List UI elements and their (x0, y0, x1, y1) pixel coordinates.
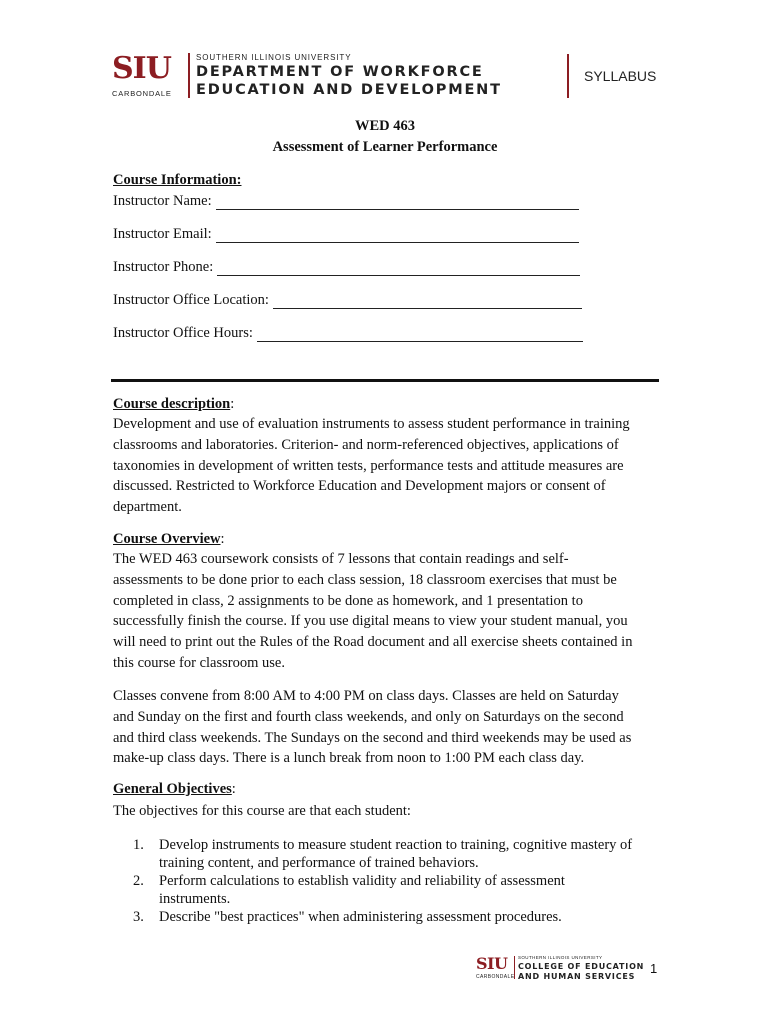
siu-wordmark: SIU (112, 51, 171, 86)
general-objectives-heading: General Objectives: (113, 781, 236, 797)
instructor-name-field (113, 193, 579, 210)
course-overview-heading: Course Overview: (113, 531, 225, 547)
siu-wordmark: SIU (476, 954, 508, 973)
field-label: Instructor Name: (113, 193, 212, 209)
fill-in-line (216, 196, 579, 210)
class-schedule-text: Classes convene from 8:00 AM to 4:00 PM on class days. Classes are held on Saturday and Sunday on the first and fourth class weekends, and only on Saturdays on the second and third class weekends. The Sundays on the second and third weekends may be used as make-up class days. There is a lunch break from noon to 1:00 PM each class day. (113, 688, 632, 767)
syllabus-label: SYLLABUS (584, 68, 657, 84)
logo-divider (188, 53, 190, 98)
field-label: Instructor Office Location: (113, 292, 269, 308)
department-name-line1: DEPARTMENT OF WORKFORCE (196, 64, 484, 80)
list-item: 2. Perform calculations to establish validity and reliability of assessment instruments. (133, 873, 565, 907)
college-name-line1: COLLEGE OF EDUCATION (518, 962, 645, 971)
objectives-list (133, 836, 632, 926)
course-description-heading: Course description: (113, 396, 235, 412)
course-information-heading: Course Information: (113, 172, 242, 188)
field-label: Instructor Email: (113, 226, 212, 242)
fill-in-line (273, 295, 582, 309)
logo-divider (514, 956, 515, 979)
course-description-text: Development and use of evaluation instruments to assess student performance in training classrooms and laboratories. Criterion- and norm-referenced objectives, applications of taxonomies in development of written tests, performance tests and attitude measures are discussed. Restricted to Workforce Education and Development majors or consent of department. (113, 416, 630, 516)
fill-in-line (217, 262, 580, 276)
carbondale-label: CARBONDALE (476, 974, 515, 980)
field-label: Instructor Phone: (113, 259, 214, 275)
list-item: 1. Develop instruments to measure student reaction to training, cognitive mastery of training content, and performance of trained behaviors. (133, 837, 633, 871)
list-item: 3. Describe "best practices" when administering assessment procedures. (133, 909, 562, 925)
fill-in-line (257, 328, 583, 342)
course-title: Assessment of Learner Performance (272, 139, 498, 155)
university-name: SOUTHERN ILLINOIS UNIVERSITY (518, 955, 603, 960)
section-divider (111, 379, 659, 382)
fill-in-line (216, 229, 579, 243)
course-overview-text: The WED 463 coursework consists of 7 lessons that contain readings and self- assessments to be done prior to each class session, 18 classroom exercises that must be completed in class, 2 assignments to be done as homework, and 1 presentation to successfully finish the course. If you use digital means to view your student manual, you will need to print out the Rules of the Road document and all exercise sheets contained in this course for classroom use. (113, 551, 633, 671)
instructor-office-location-field (113, 292, 582, 309)
department-name-line2: EDUCATION AND DEVELOPMENT (196, 82, 502, 98)
carbondale-label: CARBONDALE (112, 89, 172, 98)
instructor-email-field (113, 226, 579, 243)
instructor-office-hours-field (113, 325, 583, 342)
course-code: WED 463 (354, 118, 416, 134)
college-name-line2: AND HUMAN SERVICES (518, 972, 636, 981)
header-divider (567, 54, 569, 98)
instructor-phone-field (113, 259, 580, 276)
objectives-intro: The objectives for this course are that each student: (113, 803, 411, 819)
university-name: SOUTHERN ILLINOIS UNIVERSITY (196, 53, 352, 62)
page-number: 1 (650, 961, 658, 976)
field-label: Instructor Office Hours: (113, 325, 253, 341)
